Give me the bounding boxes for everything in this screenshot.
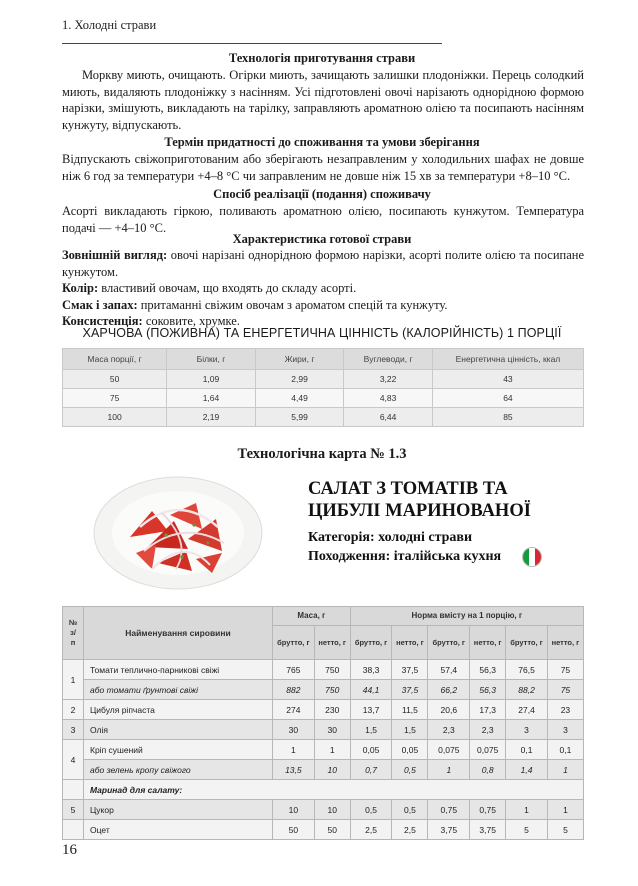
salad-plate-image <box>92 473 264 591</box>
recipe-cell: 230 <box>314 700 350 720</box>
recipe-cell: 882 <box>273 680 315 700</box>
recipe-cell: 1,5 <box>350 720 392 740</box>
nutrition-row <box>63 408 584 427</box>
header-divider <box>62 43 442 44</box>
recipe-subheader-marinade <box>63 780 584 800</box>
recipe-cell: 1 <box>428 760 470 780</box>
recipe-row-number <box>63 780 84 800</box>
recipe-cell: 0,075 <box>470 740 506 760</box>
recipe-row-number: 3 <box>63 720 84 740</box>
recipe-row-number <box>63 820 84 840</box>
recipe-cell: 750 <box>314 660 350 680</box>
recipe-cell: 37,5 <box>392 660 428 680</box>
recipe-ingredient: Цибуля ріпчаста <box>84 700 273 720</box>
nutrition-cell: 50 <box>63 370 167 389</box>
recipe-ingredient: Томати теплично-парникові свіжі <box>84 660 273 680</box>
recipe-row <box>63 820 584 840</box>
recipe-cell: 2,3 <box>470 720 506 740</box>
characteristic-appearance: Зовнішній вигляд: овочі нарізані однорідною формою нарізки, асорті полите олією та посипане кунжутом. <box>62 248 584 279</box>
recipe-cell: 0,7 <box>350 760 392 780</box>
recipe-row <box>63 660 584 680</box>
recipe-row <box>63 680 584 700</box>
recipe-ingredient: або зелень кропу свіжого <box>84 760 273 780</box>
nutrition-cell: 75 <box>63 389 167 408</box>
nutrition-cell: 3,22 <box>344 370 433 389</box>
recipe-cell: 10 <box>314 800 350 820</box>
nutrition-cell: 1,09 <box>167 370 256 389</box>
recipe-cell: 0,5 <box>392 800 428 820</box>
recipe-cell: 0,5 <box>392 760 428 780</box>
recipe-col-brutto: брутто, г <box>273 626 315 660</box>
nutrition-header-row <box>63 349 584 370</box>
recipe-cell: 37,5 <box>392 680 428 700</box>
recipe-cell: 750 <box>314 680 350 700</box>
nutrition-cell: 64 <box>432 389 583 408</box>
nutrition-title: ХАРЧОВА (ПОЖИВНА) ТА ЕНЕРГЕТИЧНА ЦІННІСТЬ (КАЛОРІЙНІСТЬ) 1 ПОРЦІЇ <box>82 326 562 340</box>
recipe-cell: 765 <box>273 660 315 680</box>
recipe-cell: 1 <box>547 760 583 780</box>
nutrition-cell: 2,99 <box>255 370 344 389</box>
recipe-ingredient: Олія <box>84 720 273 740</box>
nutrition-col-header: Енергетична цінність, ккал <box>432 349 583 370</box>
section-title-serving: Спосіб реалізації (подання) споживачу <box>213 187 431 201</box>
recipe-table <box>62 606 584 840</box>
dish-origin: Походження: італійська кухня <box>308 549 502 564</box>
recipe-row <box>63 740 584 760</box>
nutrition-col-header: Вуглеводи, г <box>344 349 433 370</box>
recipe-marinade-label: Маринад для салату: <box>84 780 584 800</box>
recipe-cell: 3 <box>506 720 548 740</box>
recipe-cell: 10 <box>314 760 350 780</box>
recipe-row-number: 2 <box>63 700 84 720</box>
recipe-cell: 27,4 <box>506 700 548 720</box>
recipe-cell: 13,7 <box>350 700 392 720</box>
nutrition-cell: 5,99 <box>255 408 344 427</box>
nutrition-cell: 2,19 <box>167 408 256 427</box>
recipe-col-norm: Норма вмісту на 1 порцію, г <box>350 607 583 626</box>
recipe-cell: 38,3 <box>350 660 392 680</box>
recipe-col-netto: нетто, г <box>392 626 428 660</box>
recipe-cell: 1 <box>314 740 350 760</box>
recipe-cell: 2,5 <box>392 820 428 840</box>
recipe-cell: 5 <box>547 820 583 840</box>
recipe-cell: 11,5 <box>392 700 428 720</box>
recipe-cell: 56,3 <box>470 660 506 680</box>
recipe-ingredient: Кріп сушений <box>84 740 273 760</box>
recipe-cell: 13,5 <box>273 760 315 780</box>
recipe-col-name: Найменування сировини <box>84 607 273 660</box>
recipe-cell: 75 <box>547 660 583 680</box>
recipe-col-brutto: брутто, г <box>428 626 470 660</box>
recipe-col-brutto: брутто, г <box>350 626 392 660</box>
recipe-row <box>63 800 584 820</box>
recipe-cell: 44,1 <box>350 680 392 700</box>
recipe-cell: 3,75 <box>428 820 470 840</box>
running-header: 1. Холодні страви <box>62 18 157 32</box>
section-title-technology: Технологія приготування страви <box>228 51 416 65</box>
recipe-cell: 1,5 <box>392 720 428 740</box>
recipe-cell: 0,75 <box>428 800 470 820</box>
recipe-col-brutto: брутто, г <box>506 626 548 660</box>
nutrition-col-header: Жири, г <box>255 349 344 370</box>
recipe-row <box>63 720 584 740</box>
nutrition-row <box>63 389 584 408</box>
section-text-serving: Асорті викладають гіркою, поливають ароматною олією, посипають кунжутом. Температура подачі — +4–10 °С. <box>62 204 584 235</box>
recipe-ingredient: Оцет <box>84 820 273 840</box>
nutrition-cell: 43 <box>432 370 583 389</box>
recipe-row-number: 4 <box>63 740 84 780</box>
recipe-cell: 1 <box>547 800 583 820</box>
recipe-row <box>63 700 584 720</box>
recipe-row-number: 5 <box>63 800 84 820</box>
section-title-characteristics: Характеристика готової страви <box>232 232 412 246</box>
dish-title: САЛАТ З ТОМАТІВ ТА ЦИБУЛІ МАРИНОВАНОЇ <box>308 479 531 521</box>
recipe-cell: 23 <box>547 700 583 720</box>
characteristic-consistency: Консистенція: соковите, хрумке. <box>62 314 240 328</box>
recipe-cell: 0,075 <box>428 740 470 760</box>
nutrition-col-header: Маса порції, г <box>63 349 167 370</box>
recipe-cell: 2,5 <box>350 820 392 840</box>
recipe-header-row <box>63 607 584 626</box>
recipe-cell: 1,4 <box>506 760 548 780</box>
recipe-cell: 75 <box>547 680 583 700</box>
recipe-cell: 2,3 <box>428 720 470 740</box>
recipe-cell: 274 <box>273 700 315 720</box>
recipe-cell: 1 <box>273 740 315 760</box>
recipe-cell: 30 <box>273 720 315 740</box>
recipe-cell: 3 <box>547 720 583 740</box>
page-number: 16 <box>62 842 77 858</box>
recipe-cell: 30 <box>314 720 350 740</box>
recipe-ingredient: або томати ґрунтові свіжі <box>84 680 273 700</box>
section-title-shelf-life: Термін придатності до споживання та умови зберігання <box>164 135 480 149</box>
nutrition-col-header: Білки, г <box>167 349 256 370</box>
section-text-shelf-life: Відпускають свіжоприготованим або зберігають незаправленим у холодильних шафах не довше ніж 6 год за температури +4–8 °С чи заправленим не довше ніж 15 хв за температури +8–10 °С. <box>62 152 584 183</box>
recipe-col-number: № з/ п <box>63 607 84 660</box>
nutrition-cell: 85 <box>432 408 583 427</box>
characteristic-color: Колір: властивий овочам, що входять до складу асорті. <box>62 281 357 295</box>
nutrition-cell: 1,64 <box>167 389 256 408</box>
recipe-cell: 0,8 <box>470 760 506 780</box>
recipe-cell: 3,75 <box>470 820 506 840</box>
recipe-row-number: 1 <box>63 660 84 700</box>
recipe-cell: 20,6 <box>428 700 470 720</box>
recipe-row <box>63 760 584 780</box>
recipe-cell: 56,3 <box>470 680 506 700</box>
recipe-col-mass: Маса, г <box>273 607 351 626</box>
recipe-cell: 17,3 <box>470 700 506 720</box>
recipe-cell: 5 <box>506 820 548 840</box>
nutrition-cell: 6,44 <box>344 408 433 427</box>
nutrition-cell: 4,49 <box>255 389 344 408</box>
nutrition-row <box>63 370 584 389</box>
recipe-cell: 0,1 <box>506 740 548 760</box>
recipe-cell: 0,5 <box>350 800 392 820</box>
recipe-cell: 0,05 <box>350 740 392 760</box>
recipe-ingredient: Цукор <box>84 800 273 820</box>
recipe-cell: 0,1 <box>547 740 583 760</box>
section-text-technology: Моркву миють, очищають. Огірки миють, зачищають залишки плодоніжки. Перець солодкий миють, видаляють плодоніжку з насінням. Усі підготовлені овочі нарізають однорідною формою нарізки, змішують, викладають на тарілку, заправляють ароматною олією та посипають насінням кунжуту, відпускають. <box>62 68 584 132</box>
tech-card-title: Технологічна карта № 1.3 <box>237 446 407 462</box>
recipe-cell: 0,05 <box>392 740 428 760</box>
recipe-col-netto: нетто, г <box>470 626 506 660</box>
recipe-cell: 0,75 <box>470 800 506 820</box>
recipe-cell: 57,4 <box>428 660 470 680</box>
characteristics-list <box>62 247 584 330</box>
recipe-cell: 76,5 <box>506 660 548 680</box>
nutrition-table <box>62 348 584 427</box>
recipe-col-netto: нетто, г <box>547 626 583 660</box>
recipe-cell: 1 <box>506 800 548 820</box>
recipe-cell: 50 <box>273 820 315 840</box>
dish-category: Категорія: холодні страви <box>308 530 473 545</box>
nutrition-cell: 4,83 <box>344 389 433 408</box>
recipe-col-netto: нетто, г <box>314 626 350 660</box>
recipe-cell: 10 <box>273 800 315 820</box>
nutrition-cell: 100 <box>63 408 167 427</box>
recipe-cell: 66,2 <box>428 680 470 700</box>
characteristic-taste: Смак і запах: притаманні свіжим овочам з ароматом спецій та кунжуту. <box>62 297 448 312</box>
recipe-cell: 88,2 <box>506 680 548 700</box>
italy-flag-icon <box>522 547 542 567</box>
recipe-cell: 50 <box>314 820 350 840</box>
